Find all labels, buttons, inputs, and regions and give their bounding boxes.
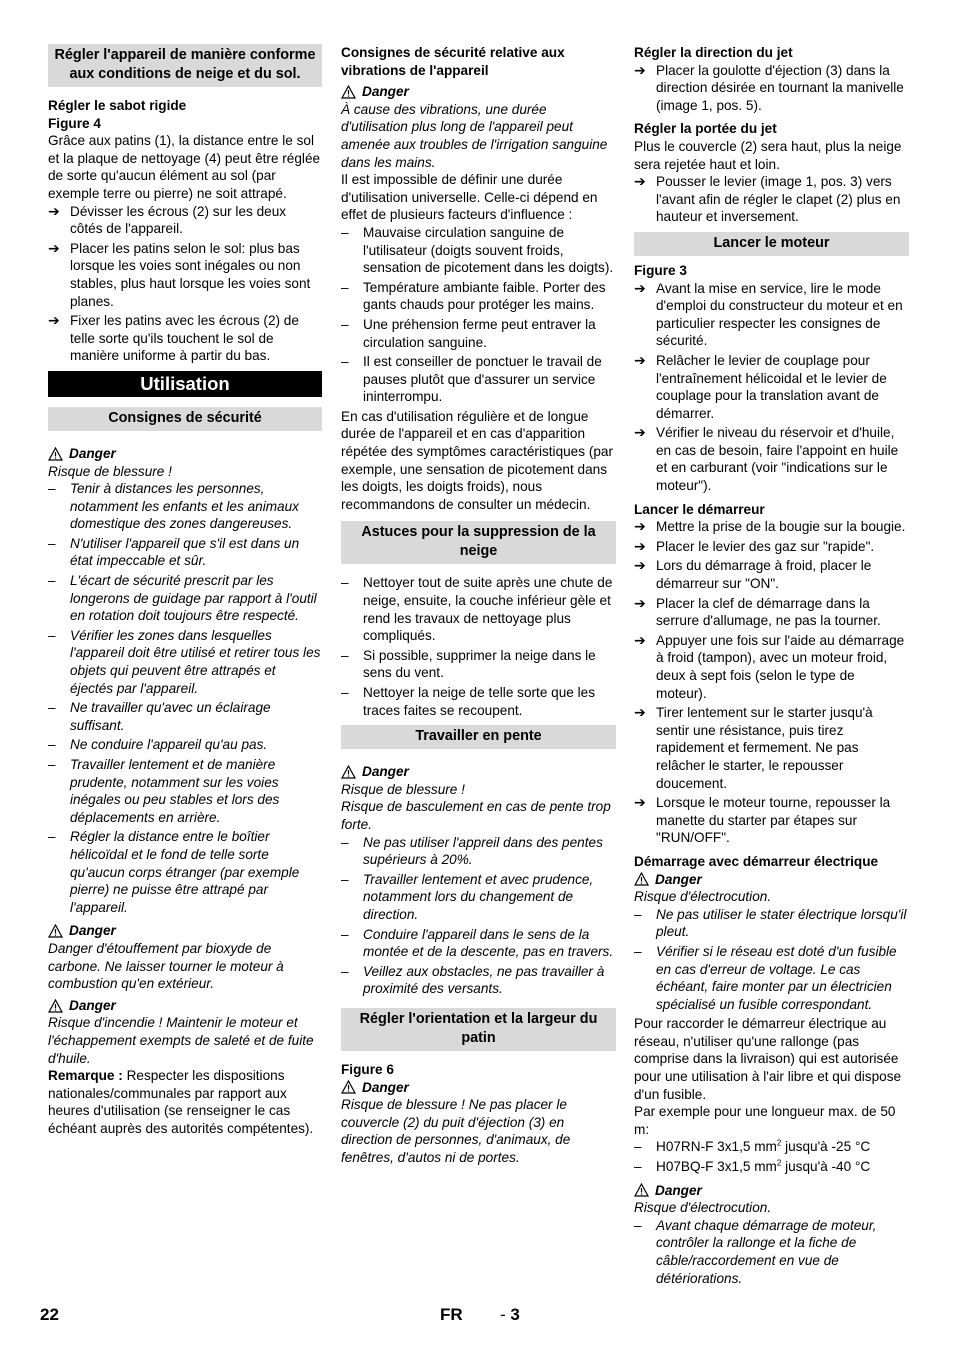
figure-reference: Figure 4	[48, 115, 101, 131]
list-item-text: Placer le levier des gaz sur "rapide".	[656, 538, 875, 554]
list-item	[341, 574, 616, 644]
dash-icon: –	[341, 354, 349, 370]
arrow-icon: ➔	[634, 173, 646, 190]
list-item-text: Nettoyer la neige de telle sorte que les traces faites se recoupent.	[363, 685, 595, 718]
dash-icon: –	[48, 535, 56, 551]
list-item	[634, 704, 909, 792]
warning-icon	[48, 999, 63, 1013]
arrow-icon: ➔	[634, 794, 646, 811]
arrow-icon: ➔	[634, 351, 646, 368]
remark-text: Respecter les dispositions nationales/communales par rapport aux heures d'utilisation (se renseigner le cas échéant auprès des autorités compétentes).	[48, 1068, 314, 1136]
list-item	[48, 627, 322, 697]
paragraph: Il est impossible de définir une durée d'utilisation universelle. Celle-ci dépend en effet de plusieurs facteurs d'influence :	[341, 172, 598, 223]
list-item-text: Appuyer une fois sur l'aide au démarrage à froid (tampon), avec un moteur froid, deux à sept fois (selon le type de moteur).	[656, 632, 905, 701]
warning-icon	[341, 1080, 356, 1094]
subheading: Démarrage avec démarreur électrique	[634, 853, 879, 869]
list-item	[634, 173, 909, 226]
list-item	[48, 828, 322, 916]
list-item-text: Avant chaque démarrage de moteur, contrôler la rallonge et la fiche de câble/raccordement en vue de détériorations.	[656, 1217, 877, 1286]
dash-icon: –	[48, 829, 56, 845]
list-item-text: Vérifier le niveau du réservoir et d'huile, en cas de besoin, faire l'appoint en huile et en carburant (voir "indications sur le moteur").	[656, 425, 899, 494]
list-item-text: Mauvaise circulation sanguine de l'utilisateur (doigts souvent froids, sensation de picotement dans les doigts).	[363, 224, 614, 276]
list-item-text: Ne pas utiliser l'appreil dans des pentes supérieurs à 20%.	[363, 834, 603, 868]
subheading: Régler la portée du jet	[634, 121, 777, 137]
subheading: Régler la direction du jet	[634, 45, 793, 60]
electric-list	[634, 906, 909, 1014]
list-item	[341, 224, 616, 277]
paragraph: Par exemple pour une longueur max. de 50 m:	[634, 1104, 896, 1137]
list-item-text: Placer la clef de démarrage dans la serrure d'allumage, ne pas la tourner.	[656, 595, 881, 629]
remark	[48, 1067, 322, 1137]
chapter-title: Utilisation	[48, 371, 322, 397]
danger-label	[341, 1079, 616, 1097]
list-item-text: Relâcher le levier de couplage pour l'entraînement hélicoidal et le levier de couplage pour la translation avant de démarrer.	[656, 352, 887, 421]
dash-icon: –	[341, 316, 349, 332]
dash-icon: –	[341, 279, 349, 295]
superscript: 2	[776, 1138, 782, 1148]
warning-icon	[341, 85, 356, 99]
risk-text: Risque de blessure !	[341, 781, 465, 797]
arrow-icon: ➔	[634, 557, 646, 574]
column-1	[48, 44, 322, 1137]
list-item	[48, 480, 322, 533]
step-list	[634, 280, 909, 495]
risk-text: Risque d'électrocution.	[634, 889, 772, 905]
danger-description: À cause des vibrations, une durée d'utilisation plus long de l'appareil peut amenée aux troubles de l'irrigation sanguine dans les mains.	[341, 101, 608, 170]
section-heading: Astuces pour la suppression de la neige	[341, 521, 616, 564]
dash-icon: –	[634, 1159, 642, 1175]
cable-spec: H07BQ-F 3x1,5 mm	[656, 1159, 777, 1175]
list-item-text: Dévisser les écrous (2) sur les deux côtés de l'appareil.	[70, 203, 287, 237]
danger-text: Danger	[362, 764, 409, 780]
arrow-icon: ➔	[634, 279, 646, 296]
list-item-text: Lors du démarrage à froid, placer le démarreur sur "ON".	[656, 558, 872, 592]
arrow-icon: ➔	[48, 312, 60, 329]
list-item-text: Vérifier si le réseau est doté d'un fusible en cas d'erreur de voltage. Le cas échéant, faire monter par un électricien spécialisé un fusible correspondant.	[656, 943, 897, 1012]
warning-icon	[48, 924, 63, 938]
list-item-text: Tenir à distances les personnes, notamment les enfants et les animaux domestique des zones dangereuses.	[70, 481, 299, 532]
subheading: Consignes de sécurité relative aux vibrations de l'appareil	[341, 45, 565, 78]
cable-temp: jusqu'à -25 °C	[781, 1139, 871, 1155]
list-item	[634, 424, 909, 494]
list-item	[634, 794, 909, 847]
danger-text: Danger	[362, 1079, 409, 1095]
list-item-text: N'utiliser l'appareil que s'il est dans un état impeccable et sûr.	[70, 535, 300, 569]
step-list	[634, 173, 909, 226]
dash-icon: –	[341, 575, 349, 591]
page-number: 22	[40, 1305, 59, 1324]
paragraph: Plus le couvercle (2) sera haut, plus la neige sera rejetée haut et loin.	[634, 138, 902, 172]
slope-list	[341, 834, 616, 998]
section-heading: Régler l'appareil de manière conforme aux conditions de neige et du sol.	[48, 44, 322, 87]
list-item	[341, 647, 616, 682]
figure-reference: Figure 6	[341, 1061, 394, 1077]
list-item-text: Placer les patins selon le sol: plus bas lorsque les voies sont inégales ou non stables, plus haut lorsque les voies sont planes.	[70, 240, 311, 309]
list-item	[341, 316, 616, 351]
list-item	[48, 240, 322, 310]
dash-icon: –	[341, 834, 349, 850]
dash-icon: –	[341, 647, 349, 663]
danger-text: Danger	[655, 1182, 702, 1198]
list-item	[48, 756, 322, 826]
arrow-icon: ➔	[634, 518, 646, 535]
list-item	[341, 834, 616, 869]
dash-icon: –	[48, 700, 56, 716]
dash-icon: –	[634, 1217, 642, 1233]
arrow-icon: ➔	[634, 704, 646, 721]
dash-icon: –	[341, 963, 349, 979]
list-item-text: Ne pas utiliser le stater électrique lorsqu'il pleut.	[656, 906, 907, 940]
list-item-text: Si possible, supprimer la neige dans le sens du vent.	[363, 647, 596, 681]
list-item-text: Mettre la prise de la bougie sur la bougie.	[656, 519, 906, 535]
list-item	[341, 279, 616, 314]
column-2	[341, 44, 616, 1166]
arrow-icon: ➔	[634, 594, 646, 611]
list-item	[634, 1158, 909, 1176]
list-item-text: Il est conseiller de ponctuer le travail de pauses plutôt que d'assurer un service ininterrompu.	[363, 354, 602, 405]
step-list	[634, 518, 909, 847]
list-item-text: Ne conduire l'appareil qu'au pas.	[70, 737, 268, 753]
list-item-text: Placer la goulotte d'éjection (3) dans la direction désirée en tournant la manivelle (image 1, pos. 5).	[656, 62, 904, 113]
list-item	[48, 699, 322, 734]
sub-page: 3	[510, 1305, 520, 1324]
risk-text: Risque d'électrocution.	[634, 1200, 772, 1216]
danger-description: Risque d'incendie ! Maintenir le moteur et l'échappement exempts de saleté et de fuite d'huile.	[48, 1015, 314, 1066]
list-item-text: Pousser le levier (image 1, pos. 3) vers l'avant afin de régler le clapet (2) plus en hauteur et inversement.	[656, 174, 901, 225]
cable-list	[634, 1138, 909, 1175]
figure-reference: Figure 3	[634, 262, 687, 278]
dash-icon: –	[341, 871, 349, 887]
list-item	[48, 572, 322, 625]
step-list	[48, 203, 322, 365]
danger-label	[634, 1182, 909, 1200]
list-item	[634, 632, 909, 702]
danger-text: Danger	[69, 997, 116, 1013]
list-item	[341, 871, 616, 924]
list-item-text: Une préhension ferme peut entraver la circulation sanguine.	[363, 316, 596, 350]
list-item	[634, 1217, 909, 1287]
danger-text: Danger	[69, 923, 116, 939]
list-item	[634, 595, 909, 630]
list-item	[341, 963, 616, 998]
list-item-text: Régler la distance entre le boîtier hélicoïdal et le fond de telle sorte qu'aucun corps étranger (par exemple pierre) ne puisse être attrapé par l'appareil.	[70, 829, 300, 915]
list-item	[634, 280, 909, 350]
list-item	[634, 943, 909, 1013]
arrow-icon: ➔	[48, 202, 60, 219]
factor-list	[341, 224, 616, 406]
danger-label	[48, 445, 322, 463]
list-item-text: Température ambiante faible. Porter des gants chauds pour protéger les mains.	[363, 279, 606, 313]
list-item-text: Ne travailler qu'avec un éclairage suffisant.	[70, 700, 271, 733]
warning-icon	[341, 765, 356, 779]
tips-list	[341, 574, 616, 719]
dash-icon: –	[341, 685, 349, 700]
language-code: FR	[440, 1305, 463, 1324]
superscript: 2	[776, 1158, 782, 1168]
section-heading: Consignes de sécurité	[48, 407, 322, 431]
list-item	[48, 312, 322, 365]
warning-icon	[634, 1183, 649, 1197]
arrow-icon: ➔	[634, 424, 646, 441]
danger-label	[48, 997, 322, 1015]
cable-spec: H07RN-F 3x1,5 mm	[656, 1139, 777, 1155]
subheading: Régler le sabot rigide	[48, 98, 187, 113]
warning-icon	[48, 447, 63, 461]
arrow-icon: ➔	[634, 61, 646, 78]
list-item-text: Travailler lentement et de manière prudente, notamment sur les voies inégales ou peu stables et lors des déplacements en arrière.	[70, 757, 280, 825]
danger-label	[634, 871, 909, 889]
list-item	[634, 518, 909, 536]
list-item	[634, 557, 909, 592]
step-list	[634, 62, 909, 115]
arrow-icon: ➔	[634, 631, 646, 648]
list-item	[634, 62, 909, 115]
danger-label	[341, 763, 616, 781]
list-item-text: Travailler lentement et avec prudence, notamment lors du changement de direction.	[363, 871, 594, 922]
list-item-text: Vérifier les zones dans lesquelles l'appareil doit être utilisé et retirer tous les objets qui peuvent être attrapés et éjectés par l'appareil.	[70, 627, 321, 696]
list-item-text: Lorsque le moteur tourne, repousser la manette du starter par étapes sur "RUN/OFF".	[656, 795, 891, 846]
list-item-text: Fixer les patins avec les écrous (2) de telle sorte qu'ils touchent le sol de manière uniforme à partir du bas.	[70, 313, 299, 364]
warning-icon	[634, 872, 649, 886]
dash-icon: –	[341, 224, 349, 240]
risk-text: Risque de blessure !	[48, 463, 172, 479]
danger-description: Risque de blessure ! Ne pas placer le couvercle (2) du puit d'éjection (3) en direction de personnes, d'animaux, de fenêtres, d'autos ni de portes.	[341, 1097, 571, 1165]
risk-text: Risque de basculement en cas de pente trop forte.	[341, 799, 611, 832]
list-item-text: Avant la mise en service, lire le mode d'emploi du constructeur du moteur et en particulier respecter les consignes de sécurité.	[656, 280, 903, 349]
paragraph: En cas d'utilisation régulière et de longue durée de l'appareil et en cas d'apparition répétée des symptômes caractéristiques (par exemple, une sensation de picotement dans les doigts, les doigts froids), nous recommandons de consulter un médecin.	[341, 408, 613, 512]
list-item	[341, 684, 616, 719]
safety-list	[48, 480, 322, 916]
arrow-icon: ➔	[48, 239, 60, 256]
list-item-text: L'écart de sécurité prescrit par les longerons de guidage par rapport à l'outil en rotation doit toujours être respecté.	[70, 573, 317, 624]
dash-icon: –	[48, 627, 56, 643]
list-item	[48, 736, 322, 754]
list-item	[634, 1138, 909, 1156]
column-3	[634, 44, 909, 1289]
dash-icon: –	[341, 926, 349, 942]
paragraph: Grâce aux patins (1), la distance entre le sol et la plaque de nettoyage (4) peut être réglée de sorte qu'aucun élément au sol (par exemple terre ou pierre) ne soit attrapé.	[48, 133, 321, 201]
subheading: Lancer le démarreur	[634, 501, 765, 517]
list-item	[341, 926, 616, 961]
list-item	[48, 203, 322, 238]
dash-icon: –	[634, 943, 642, 959]
section-heading: Lancer le moteur	[634, 232, 909, 256]
sub-page-number	[500, 1306, 520, 1324]
danger-label	[341, 83, 616, 101]
section-heading: Régler l'orientation et la largeur du patin	[341, 1008, 616, 1051]
list-item	[341, 353, 616, 406]
separator: -	[500, 1305, 506, 1324]
danger-text: Danger	[655, 871, 702, 887]
list-item-text: Conduire l'appareil dans le sens de la montée et de la descente, pas en travers.	[363, 926, 614, 960]
list-item-text: Nettoyer tout de suite après une chute de neige, ensuite, la couche inférieur gèle et rend les travaux de nettoyage plus compliqués.	[363, 575, 613, 644]
cable-temp: jusqu'à -40 °C	[781, 1159, 871, 1175]
list-item-text: Veillez aux obstacles, ne pas travailler à proximité des versants.	[363, 963, 605, 997]
dash-icon: –	[48, 737, 56, 753]
arrow-icon: ➔	[634, 537, 646, 554]
list-item-text: Tirer lentement sur le starter jusqu'à sentir une résistance, puis tirez rapidement et fermement. Ne pas relâcher le starter, le repousser doucement.	[656, 705, 873, 791]
dash-icon: –	[48, 573, 56, 589]
remark-label: Remarque :	[48, 1068, 123, 1084]
list-item	[634, 538, 909, 556]
list-item	[48, 535, 322, 570]
section-heading: Travailler en pente	[341, 725, 616, 749]
danger-description: Danger d'étouffement par bioxyde de carbone. Ne laisser tourner le moteur à combustion qu'en extérieur.	[48, 940, 284, 992]
list-item	[634, 906, 909, 941]
dash-icon: –	[48, 481, 56, 497]
danger-text: Danger	[362, 84, 409, 100]
danger-text: Danger	[69, 445, 116, 461]
extension-list	[634, 1217, 909, 1287]
list-item	[634, 352, 909, 422]
dash-icon: –	[48, 757, 56, 772]
dash-icon: –	[634, 1139, 642, 1155]
paragraph: Pour raccorder le démarreur électrique au réseau, n'utiliser qu'une rallonge (pas comprise dans la livraison) qui est autorisée pour une utilisation à l'air libre et qui dispose d'un fusible.	[634, 1016, 902, 1102]
danger-label	[48, 922, 322, 940]
dash-icon: –	[634, 906, 642, 922]
